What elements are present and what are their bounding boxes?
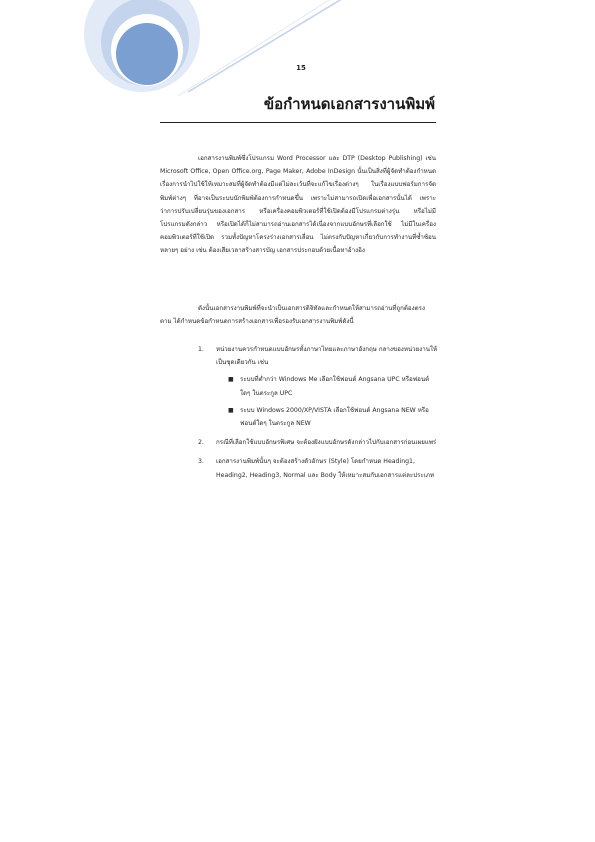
list-item bbox=[198, 455, 438, 481]
paragraph-2-text: ดังนั้นเอกสารงานพิมพ์ที่จะนำเป็นเอกสารดิจิทัลและกำหนดให้สามารถอ่านที่ถูกต้องตรงตาม ได้กำหนดข้อกำหนดการสร้างเอกสารเพื่อรองรับเอกสารงานพิมพ์ดังนี้ bbox=[160, 305, 426, 326]
bullet-text: ระบบที่ต่ำกว่า Windows Me เลือกใช้ฟอนต์ Angsana UPC หรือฟอนต์ใดๆ ในตระกูล UPC bbox=[240, 376, 430, 397]
title-underline bbox=[160, 122, 436, 123]
list-item-text: หน่วยงานควรกำหนดแบบอักษรทั้งภาษาไทยและภาษาอังกฤษ กลางของหน่วยงานให้เป็นชุดเดียวกัน เช่น bbox=[216, 346, 438, 367]
page-title: ข้อกำหนดเอกสารงานพิมพ์ bbox=[263, 95, 435, 113]
list-item bbox=[198, 436, 438, 449]
paragraph-2 bbox=[160, 302, 436, 328]
bullet-item bbox=[216, 373, 438, 399]
bullet-text: ระบบ Windows 2000/XP/VISTA เลือกใช้ฟอนต์ Angsana NEW หรือฟอนต์ใดๆ ในตระกูล NEW bbox=[240, 406, 429, 428]
page-number: 15 bbox=[296, 64, 306, 72]
bullet-icon: ■ bbox=[228, 406, 234, 414]
paragraph-1-text: เอกสารงานพิมพ์ซึ่งโปรแกรม Word Processor และ DTP (Desktop Publishing) เช่น Microsoft Office, Open Office.org, Page Maker, Adobe InDesign นั้นเป็นสิ่งที่ผู้จัดทำต้องกำหนดเรื่องการนำไปใช้ให้เหมาะสมที่ผู้จัดทำต้องมีแต่ไม่ละเว้นที่จะแก้ไขเรื่องต่างๆ ในเรื่องแบบฟอร์มการจัดพิมพ์ต่างๆ ที่อาจเป็นระบบนักพิมพ์ต้องการกำหนดขึ้น เพราะไม่สามารถเปิดเพื่อเอกสารนั้นได้ เพราะว่าการปรับเปลี่ยนรุ่นของเอกสาร หรือเครื่องคอมพิวเตอร์ที่ใช้เปิดต้องมีโปรแกรมต่างรุ่น หรือไม่มีโปรแกรมดังกล่าว หรือเปิดได้ก็ไม่สามารถอ่านเอกสารได้เนื่องจากแบบอักษรที่เลือกใช้ ไม่มีในเครื่องคอมพิวเตอร์ที่ใช้เปิด รวมทั้งปัญหาโครงร่างเอกสารเลื่อน ไม่ตรงกับปัญหาเกี่ยวกับการทำงานที่ซ้ำซ้อนหลายๆ อย่าง เช่น ต้องเสียเวลาสร้างสารบัญ เอกสารประกอบด้วยเนื้อหาอ้างอิง bbox=[160, 155, 436, 255]
requirements-list bbox=[198, 343, 438, 488]
list-item-text: เอกสารงานพิมพ์นั้นๆ จะต้องสร้างตัวอักษร (Style) โดยกำหนด Heading1, Heading2, Heading3, Normal และ Body ให้เหมาะสมกับเอกสารแต่ละประเภท bbox=[216, 458, 435, 479]
paragraph-1 bbox=[160, 152, 436, 258]
list-item-number: 2. bbox=[198, 439, 204, 447]
list-item bbox=[198, 343, 438, 430]
list-item-number: 3. bbox=[198, 458, 204, 466]
corner-dark-circle bbox=[116, 23, 178, 85]
list-item-number: 1. bbox=[198, 346, 204, 353]
bullet-icon: ■ bbox=[228, 376, 234, 384]
list-item-text: กรณีที่เลือกใช้แบบอักษรพิเศษ จะต้องฝังแบบอักษรดังกล่าวไปกับเอกสารก่อนเผยแพร่ bbox=[216, 439, 437, 447]
corner-swoosh-line bbox=[188, 0, 350, 92]
bullet-item bbox=[216, 404, 438, 430]
